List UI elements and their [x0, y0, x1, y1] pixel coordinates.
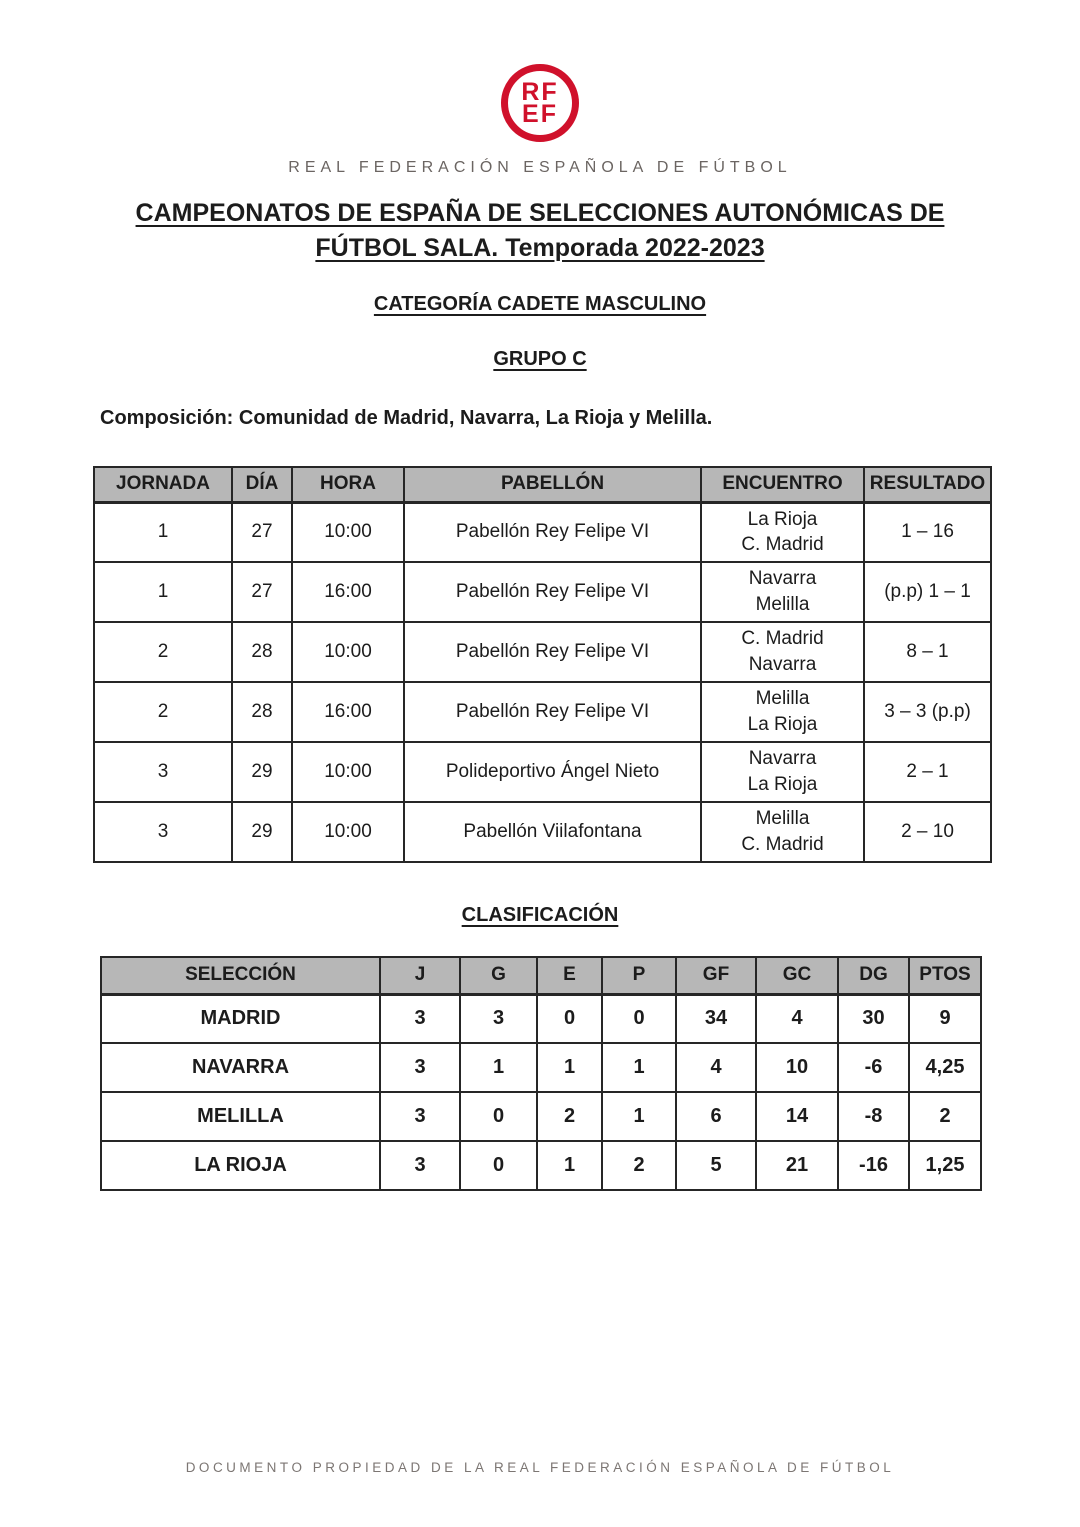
schedule-cell-encuentro: [701, 562, 864, 622]
schedule-cell-hora: 16:00: [292, 682, 404, 742]
schedule-cell-dia: 29: [232, 802, 292, 862]
encuentro-team: La Rioja: [747, 508, 818, 530]
schedule-cell-resultado: 2 – 10: [864, 802, 991, 862]
schedule-header-cell: ENCUENTRO: [701, 467, 864, 502]
schedule-cell-encuentro: [701, 502, 864, 562]
page-title: [0, 196, 1080, 266]
composition-text: Composición: Comunidad de Madrid, Navarra, La Rioja y Melilla.: [100, 407, 713, 429]
schedule-cell-pabellon: Polideportivo Ángel Nieto: [404, 742, 701, 802]
classification-row: [101, 1092, 981, 1141]
classification-cell-value: 0: [602, 994, 676, 1043]
classification-cell-value: 4: [756, 994, 838, 1043]
schedule-cell-jornada: 3: [94, 802, 232, 862]
encuentro-team: Navarra: [748, 654, 817, 675]
classification-cell-value: 34: [676, 994, 756, 1043]
schedule-cell-dia: 29: [232, 742, 292, 802]
encuentro-team: La Rioja: [747, 714, 818, 735]
classification-header-cell: GC: [756, 957, 838, 994]
schedule-cell-encuentro: [701, 742, 864, 802]
classification-row: [101, 994, 981, 1043]
encuentro-team: Melilla: [755, 594, 810, 615]
classification-cell-value: 3: [380, 1092, 460, 1141]
classification-cell-value: 1: [602, 1043, 676, 1092]
classification-cell-value: 4,25: [909, 1043, 981, 1092]
schedule-cell-resultado: 1 – 16: [864, 502, 991, 562]
schedule-row: [94, 802, 991, 862]
classification-cell-value: 21: [756, 1141, 838, 1190]
schedule-cell-jornada: 3: [94, 742, 232, 802]
schedule-cell-dia: 28: [232, 682, 292, 742]
schedule-header-row: [94, 467, 991, 502]
classification-table: [100, 956, 982, 1191]
schedule-row: [94, 742, 991, 802]
schedule-cell-dia: 28: [232, 622, 292, 682]
classification-header-row: [101, 957, 981, 994]
classification-cell-value: 3: [380, 994, 460, 1043]
organization-name: REAL FEDERACIÓN ESPAÑOLA DE FÚTBOL: [288, 159, 792, 176]
schedule-cell-hora: 10:00: [292, 622, 404, 682]
schedule-cell-resultado: 8 – 1: [864, 622, 991, 682]
classification-cell-value: 3: [460, 994, 537, 1043]
page-title-line-2: FÚTBOL SALA. Temporada 2022-2023: [315, 234, 765, 262]
classification-cell-value: -16: [838, 1141, 909, 1190]
schedule-row: [94, 682, 991, 742]
classification-cell-value: 2: [537, 1092, 602, 1141]
schedule-cell-pabellon: Pabellón Rey Felipe VI: [404, 622, 701, 682]
classification-cell-value: 9: [909, 994, 981, 1043]
schedule-cell-pabellon: Pabellón Rey Felipe VI: [404, 682, 701, 742]
classification-cell-value: 2: [602, 1141, 676, 1190]
group-title: GRUPO C: [493, 348, 587, 370]
classification-cell-value: 14: [756, 1092, 838, 1141]
classification-cell-value: 10: [756, 1043, 838, 1092]
classification-header-cell: J: [380, 957, 460, 994]
schedule-cell-resultado: (p.p) 1 – 1: [864, 562, 991, 622]
classification-row: [101, 1043, 981, 1092]
classification-header-cell: DG: [838, 957, 909, 994]
classification-cell-value: 1: [537, 1043, 602, 1092]
page-title-line-1: CAMPEONATOS DE ESPAÑA DE SELECCIONES AUTONÓMICAS DE: [135, 199, 945, 227]
schedule-header-cell: DÍA: [232, 467, 292, 502]
classification-header-cell: E: [537, 957, 602, 994]
encuentro-team: La Rioja: [747, 774, 818, 795]
classification-cell-value: 1: [460, 1043, 537, 1092]
schedule-cell-jornada: 1: [94, 502, 232, 562]
schedule-cell-resultado: 3 – 3 (p.p): [864, 682, 991, 742]
schedule-row: [94, 622, 991, 682]
encuentro-team: Melilla: [755, 688, 810, 710]
schedule-cell-dia: 27: [232, 502, 292, 562]
rfef-logo-monogram-top: RF: [521, 77, 559, 106]
category-title: CATEGORÍA CADETE MASCULINO: [373, 293, 707, 315]
schedule-row: [94, 562, 991, 622]
classification-cell-value: 0: [537, 994, 602, 1043]
schedule-cell-pabellon: Pabellón Viilafontana: [404, 802, 701, 862]
encuentro-team: C. Madrid: [741, 534, 824, 556]
classification-cell-value: -8: [838, 1092, 909, 1141]
encuentro-team: Navarra: [748, 568, 817, 590]
schedule-cell-jornada: 2: [94, 682, 232, 742]
classification-cell-value: 1,25: [909, 1141, 981, 1190]
classification-cell-value: 5: [676, 1141, 756, 1190]
classification-cell-value: 0: [460, 1141, 537, 1190]
rfef-logo: [501, 64, 579, 142]
schedule-cell-pabellon: Pabellón Rey Felipe VI: [404, 502, 701, 562]
classification-header-cell: G: [460, 957, 537, 994]
classification-header-cell: P: [602, 957, 676, 994]
classification-cell-team: MADRID: [101, 994, 380, 1043]
classification-cell-value: 3: [380, 1141, 460, 1190]
encuentro-team: C. Madrid: [741, 834, 824, 855]
schedule-cell-hora: 16:00: [292, 562, 404, 622]
classification-cell-team: MELILLA: [101, 1092, 380, 1141]
classification-cell-value: -6: [838, 1043, 909, 1092]
classification-cell-value: 30: [838, 994, 909, 1043]
classification-cell-value: 2: [909, 1092, 981, 1141]
encuentro-team: Navarra: [748, 748, 817, 770]
classification-row: [101, 1141, 981, 1190]
classification-header-cell: PTOS: [909, 957, 981, 994]
classification-cell-value: 6: [676, 1092, 756, 1141]
classification-header-cell: GF: [676, 957, 756, 994]
encuentro-team: C. Madrid: [741, 628, 824, 650]
schedule-header-cell: HORA: [292, 467, 404, 502]
classification-cell-value: 3: [380, 1043, 460, 1092]
schedule-cell-resultado: 2 – 1: [864, 742, 991, 802]
classification-cell-value: 4: [676, 1043, 756, 1092]
classification-cell-value: 1: [602, 1092, 676, 1141]
schedule-cell-dia: 27: [232, 562, 292, 622]
schedule-body: [94, 502, 991, 862]
schedule-header-cell: PABELLÓN: [404, 467, 701, 502]
schedule-cell-jornada: 1: [94, 562, 232, 622]
schedule-cell-pabellon: Pabellón Rey Felipe VI: [404, 562, 701, 622]
classification-cell-team: NAVARRA: [101, 1043, 380, 1092]
classification-body: [101, 994, 981, 1190]
schedule-cell-encuentro: [701, 622, 864, 682]
schedule-cell-encuentro: [701, 682, 864, 742]
classification-cell-value: 1: [537, 1141, 602, 1190]
schedule-cell-jornada: 2: [94, 622, 232, 682]
schedule-cell-hora: 10:00: [292, 742, 404, 802]
classification-cell-value: 0: [460, 1092, 537, 1141]
schedule-header-cell: RESULTADO: [864, 467, 991, 502]
classification-cell-team: LA RIOJA: [101, 1141, 380, 1190]
footer-text: DOCUMENTO PROPIEDAD DE LA REAL FEDERACIÓN ESPAÑOLA DE FÚTBOL: [185, 1460, 895, 1475]
classification-header-cell: SELECCIÓN: [101, 957, 380, 994]
rfef-logo-monogram-bottom: EF: [522, 100, 558, 128]
schedule-table: [93, 466, 992, 863]
schedule-cell-hora: 10:00: [292, 502, 404, 562]
classification-heading: CLASIFICACIÓN: [461, 904, 619, 926]
schedule-row: [94, 502, 991, 562]
encuentro-team: Melilla: [755, 808, 810, 830]
schedule-header-cell: JORNADA: [94, 467, 232, 502]
schedule-cell-hora: 10:00: [292, 802, 404, 862]
schedule-cell-encuentro: [701, 802, 864, 862]
